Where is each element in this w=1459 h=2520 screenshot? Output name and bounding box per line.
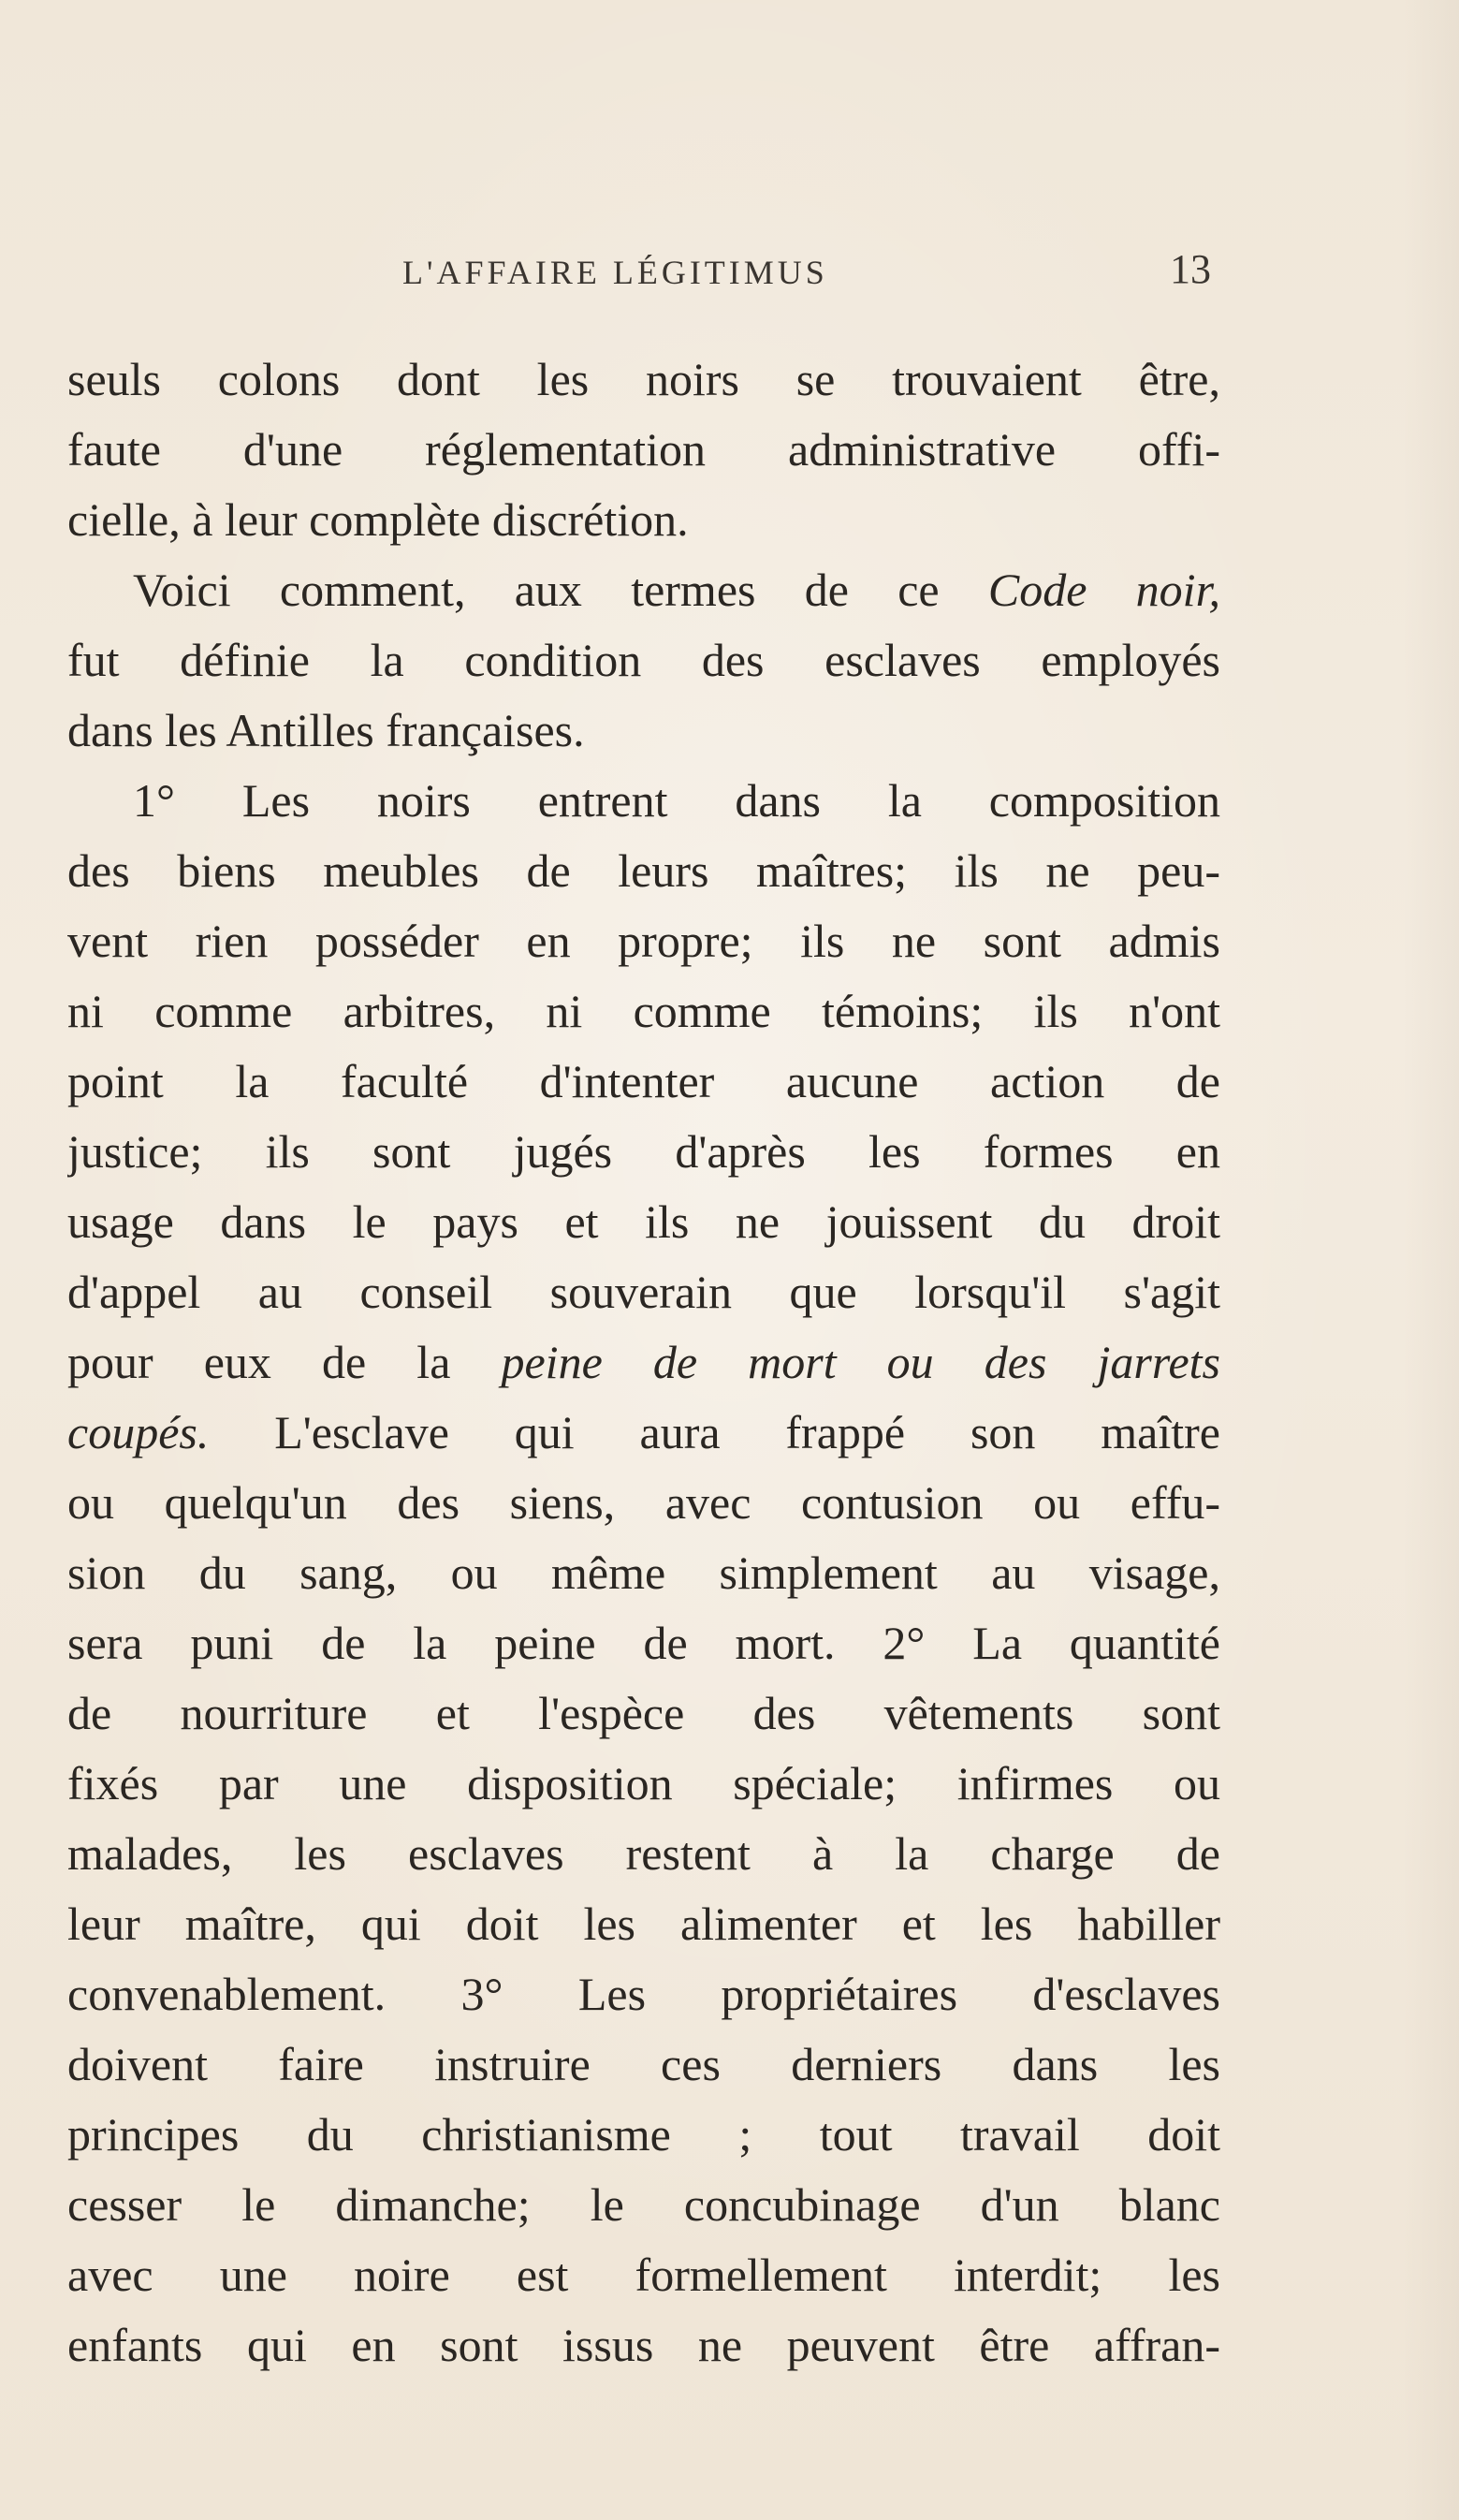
text-line: convenablement. 3° Les propriétaires d'esclaves bbox=[67, 1968, 1220, 2020]
text-line: leur maître, qui doit les alimenter et les habiller bbox=[67, 1897, 1220, 1950]
running-title: L'AFFAIRE LÉGITIMUS bbox=[402, 254, 828, 291]
text-line: dans les Antilles françaises. bbox=[67, 704, 585, 756]
text-line: faute d'une réglementation administrative offi- bbox=[67, 423, 1220, 476]
text-fragment: pour eux de la bbox=[67, 1336, 502, 1388]
text-line bbox=[67, 555, 1220, 625]
text-line: fixés par une disposition spéciale; infirmes ou bbox=[67, 1757, 1220, 1809]
text-line: de nourriture et l'espèce des vêtements sont bbox=[67, 1687, 1220, 1739]
text-line: 1° Les noirs entrent dans la composition bbox=[133, 774, 1220, 827]
text-line: doivent faire instruire ces derniers dans les bbox=[67, 2038, 1220, 2090]
text-line: cesser le dimanche; le concubinage d'un blanc bbox=[67, 2178, 1220, 2231]
text-line bbox=[67, 1398, 1220, 1468]
text-line: cielle, à leur complète discrétion. bbox=[67, 493, 689, 546]
text-line: malades, les esclaves restent à la charge de bbox=[67, 1827, 1220, 1880]
text-line: justice; ils sont jugés d'après les formes en bbox=[67, 1125, 1220, 1178]
text-line: seuls colons dont les noirs se trouvaient être, bbox=[67, 353, 1220, 405]
page-number: 13 bbox=[1170, 246, 1211, 292]
text-fragment: L'esclave qui aura frappé son maître bbox=[209, 1406, 1220, 1458]
text-line: avec une noire est formellement interdit; les bbox=[67, 2249, 1220, 2301]
text-line: sera puni de la peine de mort. 2° La quantité bbox=[67, 1617, 1220, 1669]
text-line bbox=[67, 1327, 1220, 1398]
running-head bbox=[0, 245, 1459, 301]
text-line: principes du christianisme ; tout travail doit bbox=[67, 2108, 1220, 2161]
text-fragment: Voici comment, aux termes de ce bbox=[133, 564, 988, 616]
italic-peine-de-mort: peine de mort ou des jarrets bbox=[501, 1336, 1220, 1388]
text-line: sion du sang, ou même simplement au visage, bbox=[67, 1546, 1220, 1599]
italic-code-noir: Code noir, bbox=[987, 564, 1220, 616]
italic-coupes: coupés. bbox=[67, 1406, 210, 1458]
body-text bbox=[67, 344, 1220, 2381]
text-line: d'appel au conseil souverain que lorsqu'il s'agit bbox=[67, 1266, 1220, 1318]
text-line: ni comme arbitres, ni comme témoins; ils n'ont bbox=[67, 985, 1220, 1037]
text-line: vent rien posséder en propre; ils ne sont admis bbox=[67, 915, 1220, 967]
text-line: fut définie la condition des esclaves employés bbox=[67, 634, 1220, 686]
text-line: des biens meubles de leurs maîtres; ils ne peu- bbox=[67, 844, 1220, 897]
text-line: point la faculté d'intenter aucune action de bbox=[67, 1055, 1220, 1107]
text-line: usage dans le pays et ils ne jouissent du droit bbox=[67, 1195, 1220, 1248]
text-line: enfants qui en sont issus ne peuvent être affran- bbox=[67, 2319, 1220, 2371]
text-line: ou quelqu'un des siens, avec contusion ou effu- bbox=[67, 1476, 1220, 1529]
